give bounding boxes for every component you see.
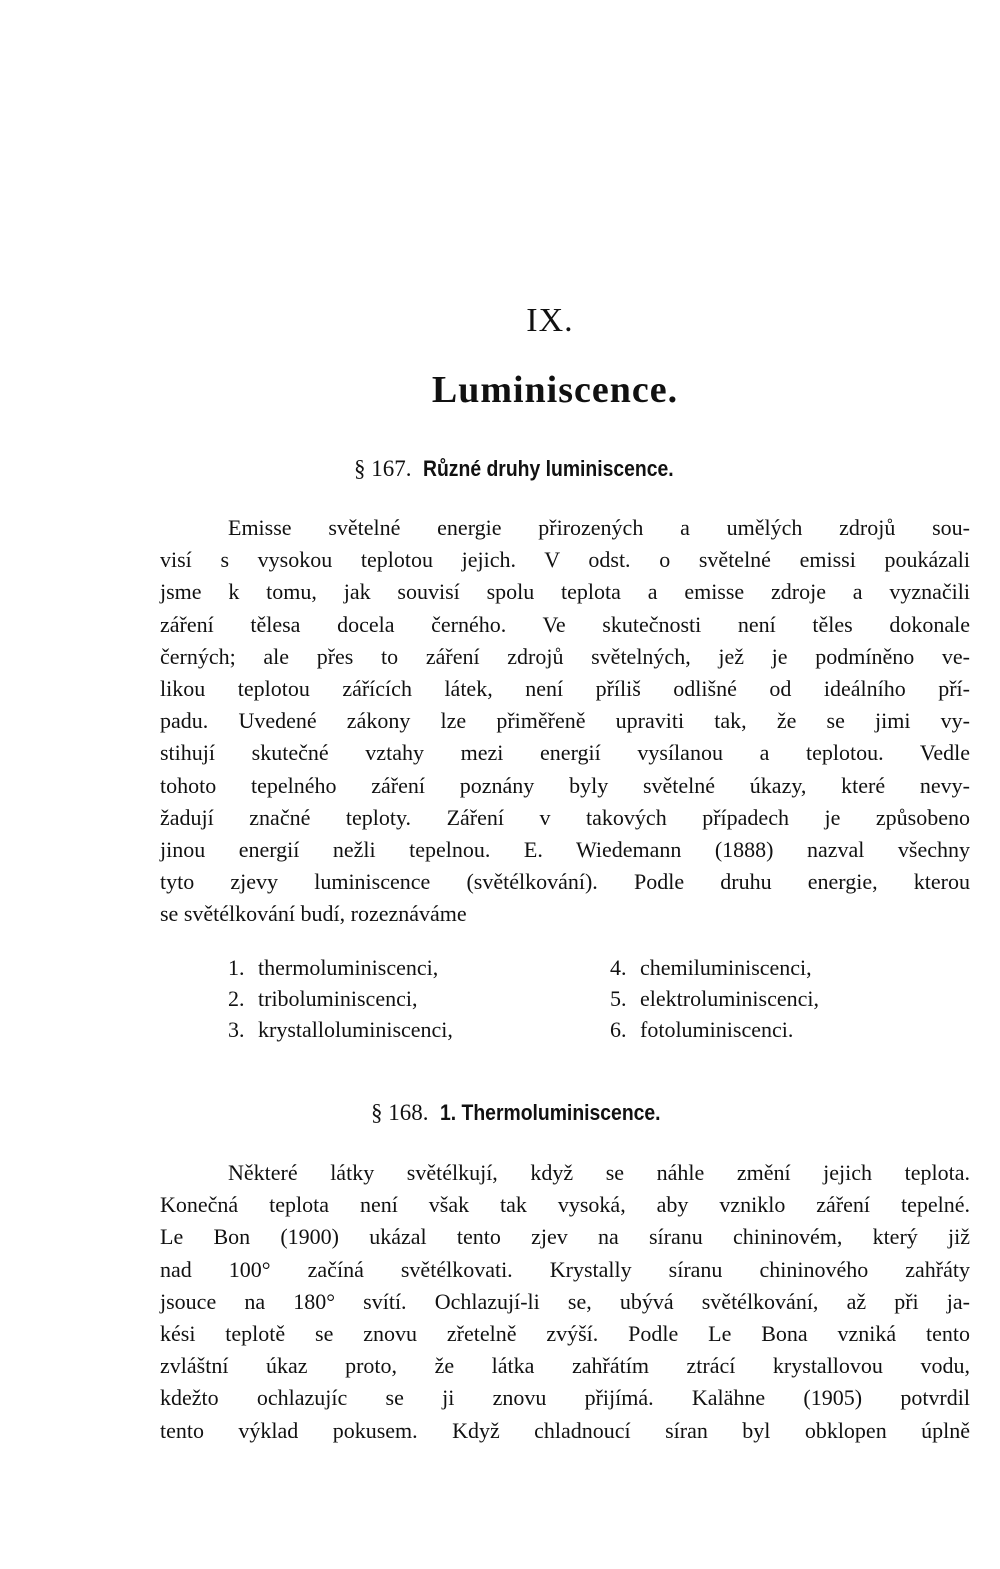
- list-item-label: chemiluminiscenci,: [640, 955, 812, 980]
- paragraph-line: tohoto tepelného záření poznány byly světelné úkazy, které nevy-: [160, 772, 970, 798]
- section-167-number: § 167.: [353, 456, 412, 481]
- paragraph-line: stihují skutečné vztahy mezi energií vysílanou a teplotou. Vedle: [160, 740, 970, 766]
- paragraph-line: Emisse světelné energie přirozených a umělých zdrojů sou-: [228, 515, 970, 540]
- list-item: [610, 983, 819, 1014]
- section-167-heading: [0, 456, 1000, 482]
- list-item-label: elektroluminiscenci,: [640, 986, 819, 1011]
- list-item-label: fotoluminiscenci.: [640, 1017, 794, 1042]
- list-item: [228, 1014, 453, 1045]
- paragraph-line: jinou energií nežli tepelnou. E. Wiedemann (1888) nazval všechny: [160, 836, 970, 862]
- paragraph-thermoluminiscence: [160, 1157, 970, 1447]
- paragraph-line: kési teplotě se znovu zřetelně zvýší. Podle Le Bona vzniká tento: [160, 1320, 970, 1346]
- paragraph-line: žadují značné teploty. Záření v takových případech je způsobeno: [160, 804, 970, 830]
- list-item-number: 3.: [228, 1017, 245, 1042]
- chapter-number: IX.: [526, 302, 574, 339]
- list-item: [228, 983, 453, 1014]
- list-item-label: krystalloluminiscenci,: [258, 1017, 453, 1042]
- paragraph-line: černých; ale přes to záření zdrojů světelných, jež je podmíněno ve-: [160, 643, 970, 669]
- paragraph-line: Konečná teplota není však tak vysoká, aby vzniklo záření tepelné.: [160, 1192, 970, 1218]
- paragraph-line: Některé látky světélkují, když se náhle změní jejich teplota.: [228, 1160, 970, 1185]
- paragraph-line: kdežto ochlazujíc se ji znovu přijímá. Kalähne (1905) potvrdil: [160, 1385, 970, 1411]
- paragraph-line: nad 100° začíná světélkovati. Krystally síranu chininového zahřáty: [160, 1256, 970, 1282]
- paragraph-luminiscence-intro: [160, 512, 970, 930]
- section-168-heading: [0, 1100, 1000, 1126]
- list-item: [610, 952, 819, 983]
- list-item-number: 2.: [228, 986, 245, 1011]
- paragraph-line: padu. Uvedené zákony lze přiměřeně upraviti tak, že se jimi vy-: [160, 708, 970, 734]
- paragraph-line: Le Bon (1900) ukázal tento zjev na síranu chininovém, který již: [160, 1224, 970, 1250]
- chapter-title: Luminiscence.: [431, 369, 679, 411]
- types-column-right: [610, 952, 819, 1045]
- list-item-number: 4.: [610, 955, 627, 980]
- paragraph-line: visí s vysokou teplotou jejich. V odst. o světelné emissi poukázali: [160, 547, 970, 573]
- paragraph-line: tento výklad pokusem. Když chladnoucí síran byl obklopen úplně: [160, 1417, 970, 1443]
- paragraph-line: jsme k tomu, jak souvisí spolu teplota a emisse zdroje a vyznačili: [160, 579, 970, 605]
- list-item-number: 1.: [228, 955, 245, 980]
- types-column-left: [228, 952, 453, 1045]
- paragraph-line: likou teplotou zářících látek, není příliš odlišné od ideálního pří-: [160, 675, 970, 701]
- paragraph-line: jsouce na 180° svítí. Ochlazují-li se, ubývá světélkování, až při ja-: [160, 1288, 970, 1314]
- list-item: [610, 1014, 819, 1045]
- list-item-number: 6.: [610, 1017, 627, 1042]
- list-item-number: 5.: [610, 986, 627, 1011]
- list-item-label: triboluminiscenci,: [258, 986, 418, 1011]
- paragraph-line: se světélkování budí, rozeznáváme: [160, 901, 467, 927]
- section-168-title: 1. Thermoluminiscence.: [440, 1100, 661, 1125]
- section-167-title: Různé druhy luminiscence.: [423, 456, 674, 481]
- section-168-number: § 168.: [371, 1100, 429, 1125]
- paragraph-line: tyto zjevy luminiscence (světélkování). Podle druhu energie, kterou: [160, 869, 970, 895]
- paragraph-line: zvláštní úkaz proto, že látka zahřátím ztrácí krystallovou vodu,: [160, 1353, 970, 1379]
- list-item: [228, 952, 453, 983]
- paragraph-line: záření tělesa docela černého. Ve skutečnosti není těles dokonale: [160, 611, 970, 637]
- list-item-label: thermoluminiscenci,: [258, 955, 439, 980]
